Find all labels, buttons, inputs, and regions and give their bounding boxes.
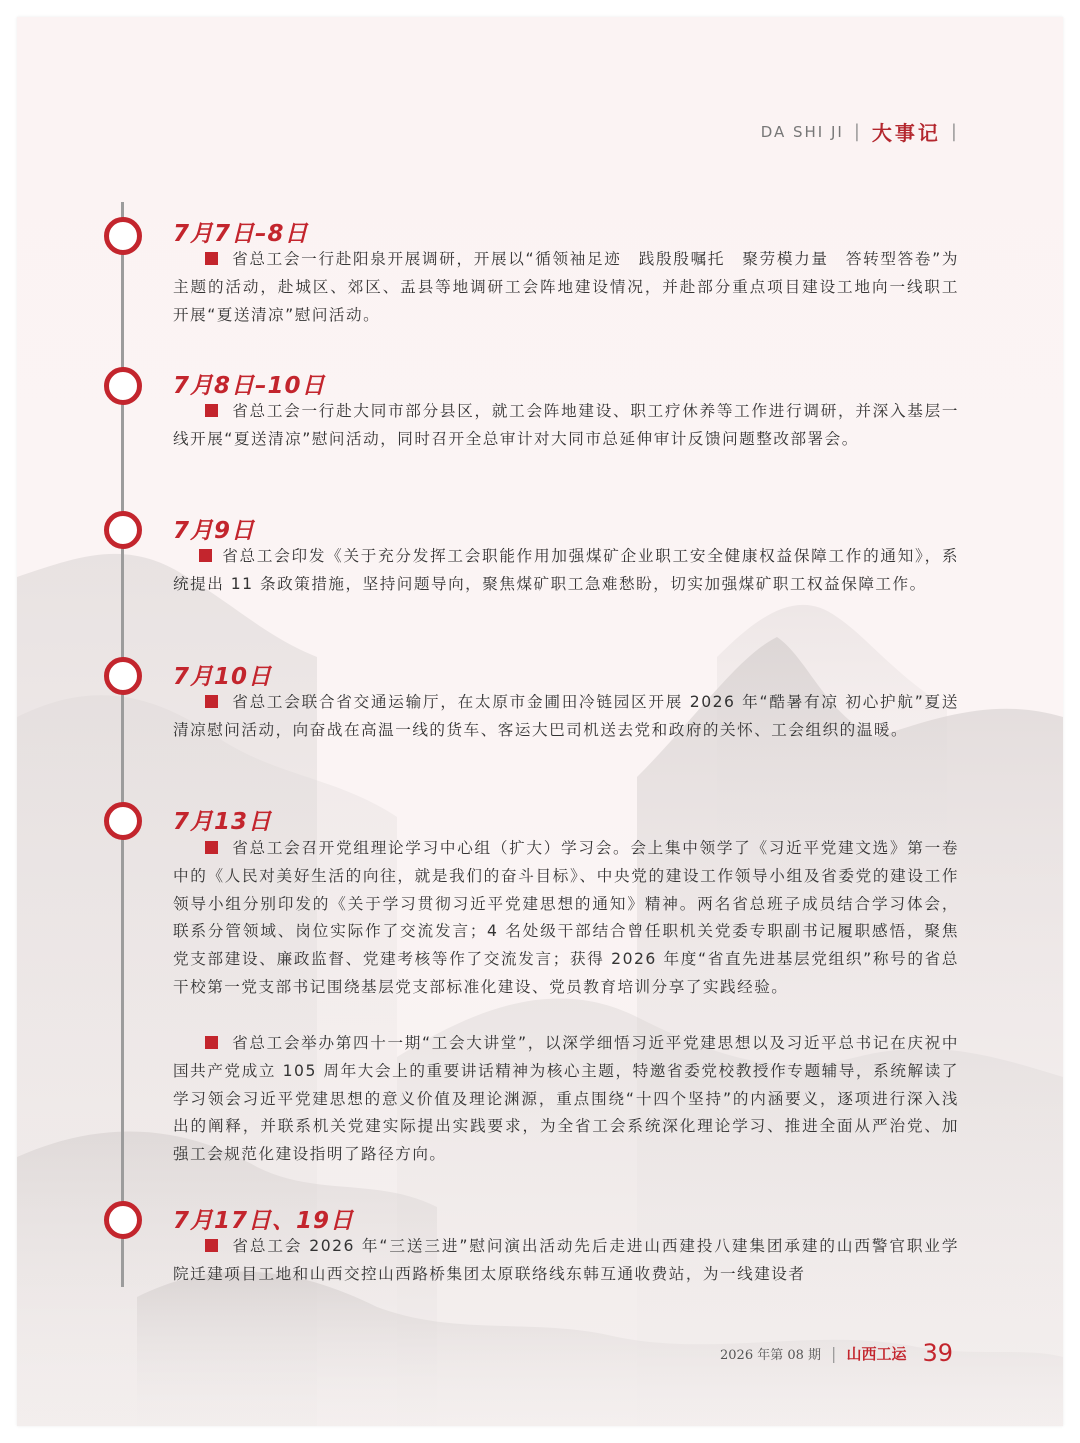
- bullet-square-icon: [205, 1036, 218, 1049]
- entry-date: 7月10日: [173, 664, 273, 690]
- paragraph-text: 省总工会举办第四十一期“工会大讲堂”，以深学细悟习近平党建思想以及习近平总书记在庆祝中国共产党成立 105 周年大会上的重要讲话精神为核心主题，特邀省委党校教授作专题辅导，系统解读了学习领会习近平党建思想的意义价值及理论渊源，重点围绕“十四个坚持”的内涵要义，逐项进行深入浅出的阐释，并联系机关党建实际提出实践要求，为全省工会系统深化理论学习、推进全面从严治党、加强工会规范化建设指明了路径方向。: [173, 1034, 959, 1164]
- timeline-marker-icon: [104, 802, 142, 840]
- timeline-marker-icon: [104, 367, 142, 405]
- section-header: [761, 117, 959, 146]
- timeline-marker-icon: [104, 657, 142, 695]
- paragraph-text: 省总工会 2026 年“三送三进”慰问演出活动先后走进山西建投八建集团承建的山西警官职业学院迁建项目工地和山西交控山西路桥集团太原联络线东韩互通收费站，为一线建设者: [173, 1237, 959, 1283]
- entry-date: 7月7日–8日: [173, 221, 309, 247]
- entry-paragraph: [173, 543, 959, 599]
- entry-paragraph: [173, 1030, 959, 1169]
- entry-date: 7月17日、19日: [173, 1208, 355, 1234]
- page-number: 39: [922, 1339, 953, 1367]
- paragraph-text: 省总工会联合省交通运输厅，在太原市金圃田冷链园区开展 2026 年“酷暑有凉 初心护航”夏送清凉慰问活动，向奋战在高温一线的货车、客运大巴司机送去党和政府的关怀、工会组织的温暖。: [173, 693, 959, 739]
- entry-date: 7月8日–10日: [173, 373, 326, 399]
- bullet-square-icon: [205, 841, 218, 854]
- footer-divider: |: [831, 1343, 837, 1363]
- section-pinyin: DA SHI JI: [760, 122, 844, 141]
- timeline-marker-icon: [104, 217, 142, 255]
- entry-date: 7月9日: [173, 518, 256, 544]
- magazine-name: 山西工运: [846, 1344, 907, 1363]
- bullet-square-icon: [205, 404, 218, 417]
- issue-label: 2026 年第 08 期: [720, 1347, 822, 1363]
- magazine-page: [17, 17, 1063, 1426]
- entry-paragraph: [173, 246, 959, 329]
- entry-date: 7月13日: [173, 809, 273, 835]
- entry-paragraph: [173, 835, 959, 1002]
- paragraph-text: 省总工会印发《关于充分发挥工会职能作用加强煤矿企业职工安全健康权益保障工作的通知》，系统提出 11 条政策措施，坚持问题导向，聚焦煤矿职工急难愁盼，切实加强煤矿职工权益保障工作。: [173, 547, 959, 593]
- bullet-square-icon: [205, 1239, 218, 1252]
- bullet-square-icon: [205, 695, 218, 708]
- bullet-square-icon: [205, 252, 218, 265]
- paragraph-text: 省总工会一行赴大同市部分县区，就工会阵地建设、职工疗休养等工作进行调研，并深入基层一线开展“夏送清凉”慰问活动，同时召开全总审计对大同市总延伸审计反馈问题整改部署会。: [173, 402, 959, 448]
- header-divider: |: [853, 121, 862, 142]
- section-title: 大事记: [871, 121, 941, 145]
- entry-paragraph: [173, 1233, 959, 1289]
- timeline-marker-icon: [104, 511, 142, 549]
- header-divider: |: [950, 121, 959, 142]
- page-footer: [720, 1339, 953, 1367]
- entry-paragraph: [173, 689, 959, 745]
- paragraph-text: 省总工会一行赴阳泉开展调研，开展以“循领袖足迹 践殷殷嘱托 聚劳模力量 答转型答卷”为主题的活动，赴城区、郊区、盂县等地调研工会阵地建设情况，并赴部分重点项目建设工地向一线职工开展“夏送清凉”慰问活动。: [173, 250, 959, 324]
- timeline-line: [121, 202, 124, 1287]
- paragraph-text: 省总工会召开党组理论学习中心组（扩大）学习会。会上集中领学了《习近平党建文选》第一卷中的《人民对美好生活的向往，就是我们的奋斗目标》、中央党的建设工作领导小组及省委党的建设工作领导小组分别印发的《关于学习贯彻习近平党建思想的通知》精神。两名省总班子成员结合学习体会，联系分管领域、岗位实际作了交流发言；4 名处级干部结合曾任职机关党委专职副书记履职感悟，聚焦党支部建设、廉政监督、党建考核等作了交流发言；获得 2026 年度“省直先进基层党组织”称号的省总干校第一党支部书记围绕基层党支部标准化建设、党员教育培训分享了实践经验。: [173, 839, 959, 996]
- entry-paragraph: [173, 398, 959, 454]
- timeline-marker-icon: [104, 1201, 142, 1239]
- bullet-square-icon: [199, 549, 212, 562]
